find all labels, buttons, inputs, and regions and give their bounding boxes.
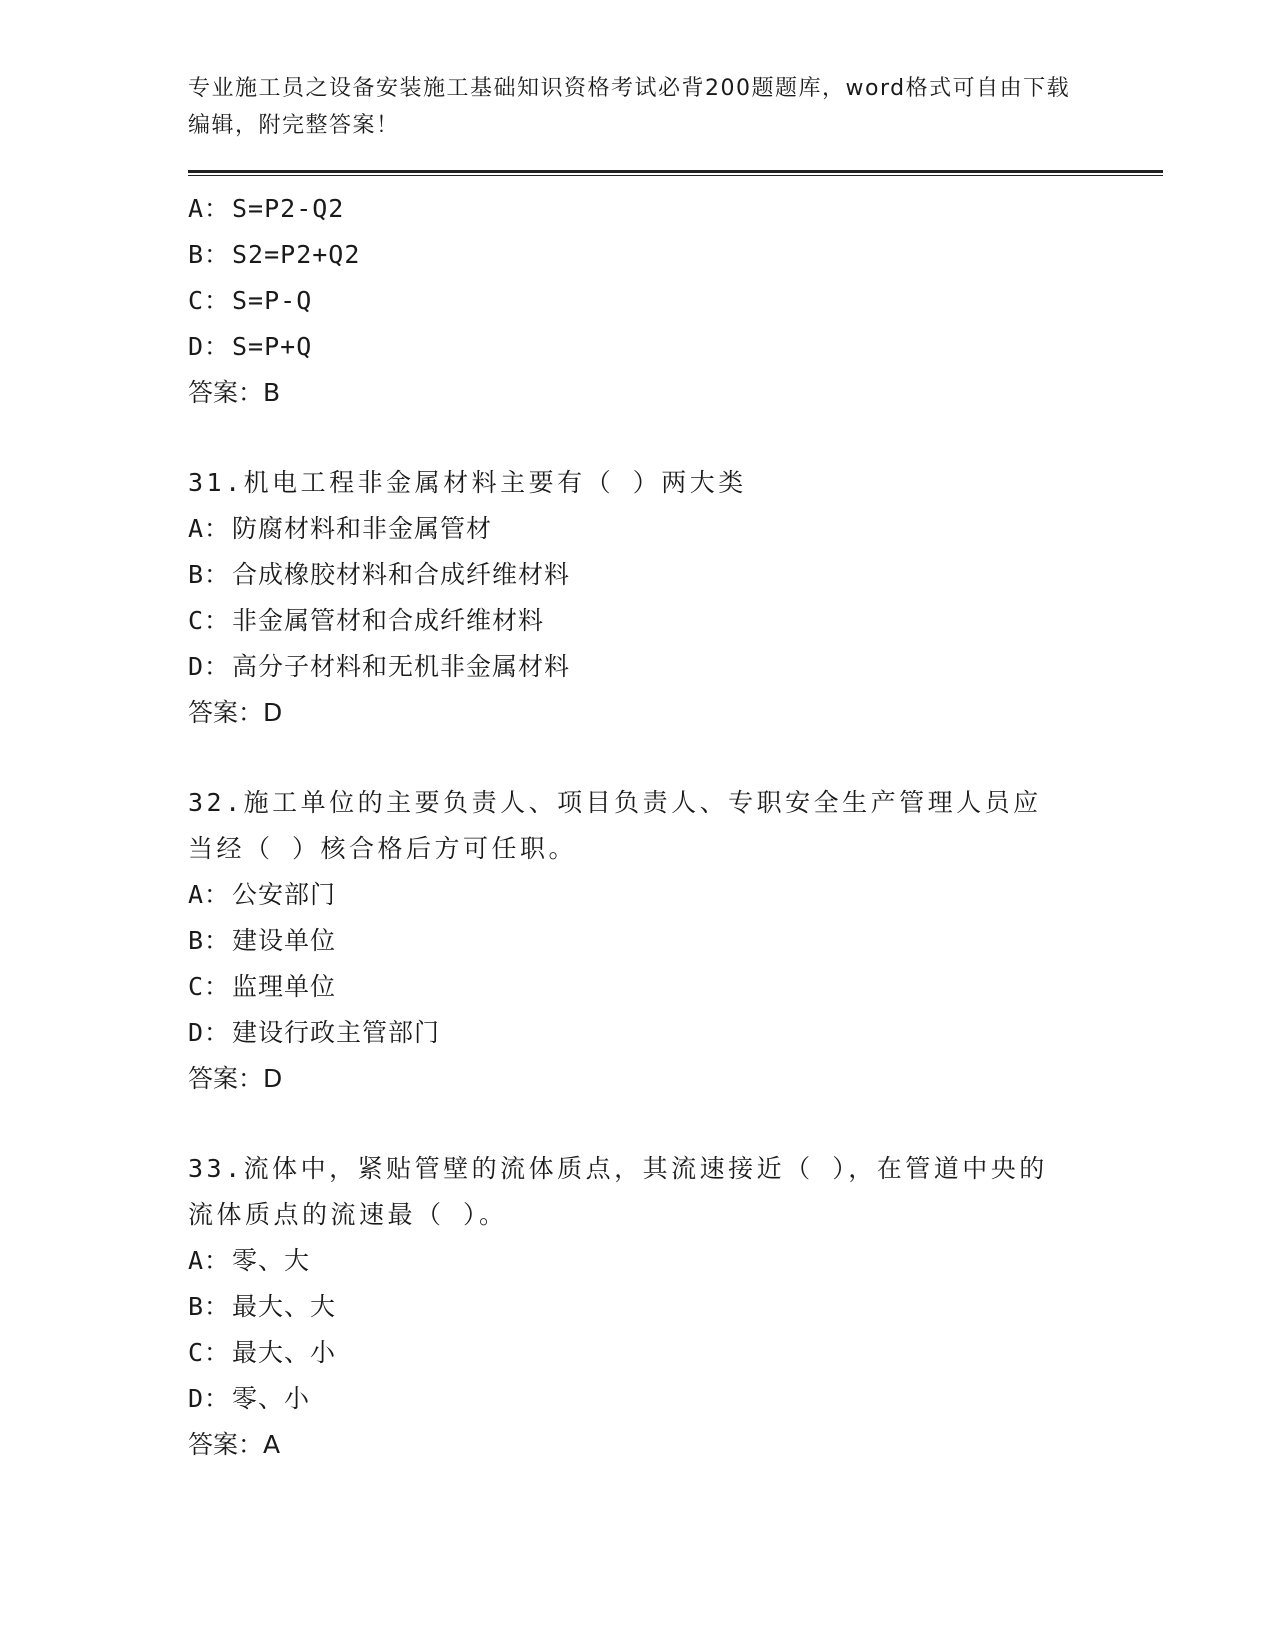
option-text: S=P2-Q2 bbox=[232, 194, 345, 223]
option-text: S=P-Q bbox=[232, 286, 313, 315]
option-text: 监理单位 bbox=[232, 972, 337, 1001]
option-label: C： bbox=[188, 606, 231, 635]
option-label: D： bbox=[188, 1384, 231, 1413]
option-label: A： bbox=[188, 880, 231, 909]
option-d bbox=[188, 1010, 1163, 1056]
option-d bbox=[188, 644, 1163, 690]
option-label: B： bbox=[188, 926, 231, 955]
option-label: D： bbox=[188, 332, 231, 361]
option-text: S=P+Q bbox=[232, 332, 313, 361]
option-text: 高分子材料和无机非金属材料 bbox=[232, 652, 571, 681]
question-31 bbox=[188, 460, 1163, 736]
option-b bbox=[188, 1284, 1163, 1330]
option-text: 建设行政主管部门 bbox=[232, 1018, 441, 1047]
option-label: A： bbox=[188, 194, 231, 223]
option-text: 非金属管材和合成纤维材料 bbox=[232, 606, 545, 635]
option-label: A： bbox=[188, 514, 231, 543]
option-text: 防腐材料和非金属管材 bbox=[232, 514, 493, 543]
header-divider bbox=[188, 170, 1163, 176]
question-stem: 33.流体中，紧贴管壁的流体质点，其流速接近（ ），在管道中央的流体质点的流速最（ ）。 bbox=[188, 1154, 1048, 1229]
question-stem: 32.施工单位的主要负责人、项目负责人、专职安全生产管理人员应当经（ ）核合格后方可任职。 bbox=[188, 788, 1042, 863]
answer-line: 答案：A bbox=[188, 1430, 281, 1459]
option-label: C： bbox=[188, 972, 231, 1001]
option-c bbox=[188, 278, 1163, 324]
option-label: B： bbox=[188, 240, 231, 269]
question-33 bbox=[188, 1146, 1163, 1468]
option-label: C： bbox=[188, 1338, 231, 1367]
document-page bbox=[188, 70, 1163, 1468]
question-32 bbox=[188, 780, 1163, 1102]
option-text: 最大、大 bbox=[232, 1292, 337, 1321]
option-b bbox=[188, 918, 1163, 964]
option-a bbox=[188, 1238, 1163, 1284]
question-30-continued bbox=[188, 186, 1163, 416]
answer-line: 答案：D bbox=[188, 1064, 283, 1093]
option-label: A： bbox=[188, 1246, 231, 1275]
option-text: 零、小 bbox=[232, 1384, 311, 1413]
option-label: B： bbox=[188, 560, 231, 589]
option-d bbox=[188, 1376, 1163, 1422]
option-text: 零、大 bbox=[232, 1246, 311, 1275]
option-a bbox=[188, 506, 1163, 552]
option-label: B： bbox=[188, 1292, 231, 1321]
option-a bbox=[188, 186, 1163, 232]
option-a bbox=[188, 872, 1163, 918]
question-stem: 31.机电工程非金属材料主要有（ ）两大类 bbox=[188, 468, 747, 497]
option-text: 合成橡胶材料和合成纤维材料 bbox=[232, 560, 571, 589]
option-d bbox=[188, 324, 1163, 370]
option-text: 最大、小 bbox=[232, 1338, 337, 1367]
option-text: 公安部门 bbox=[232, 880, 337, 909]
option-c bbox=[188, 964, 1163, 1010]
option-text: 建设单位 bbox=[232, 926, 337, 955]
option-b bbox=[188, 232, 1163, 278]
answer-line: 答案：B bbox=[188, 378, 281, 407]
option-c bbox=[188, 598, 1163, 644]
option-label: D： bbox=[188, 652, 231, 681]
document-header: 专业施工员之设备安装施工基础知识资格考试必背200题题库，word格式可自由下载编辑，附完整答案！ bbox=[188, 76, 1071, 138]
option-b bbox=[188, 552, 1163, 598]
option-label: C： bbox=[188, 286, 231, 315]
option-text: S2=P2+Q2 bbox=[232, 240, 361, 269]
option-label: D： bbox=[188, 1018, 231, 1047]
answer-line: 答案：D bbox=[188, 698, 283, 727]
option-c bbox=[188, 1330, 1163, 1376]
